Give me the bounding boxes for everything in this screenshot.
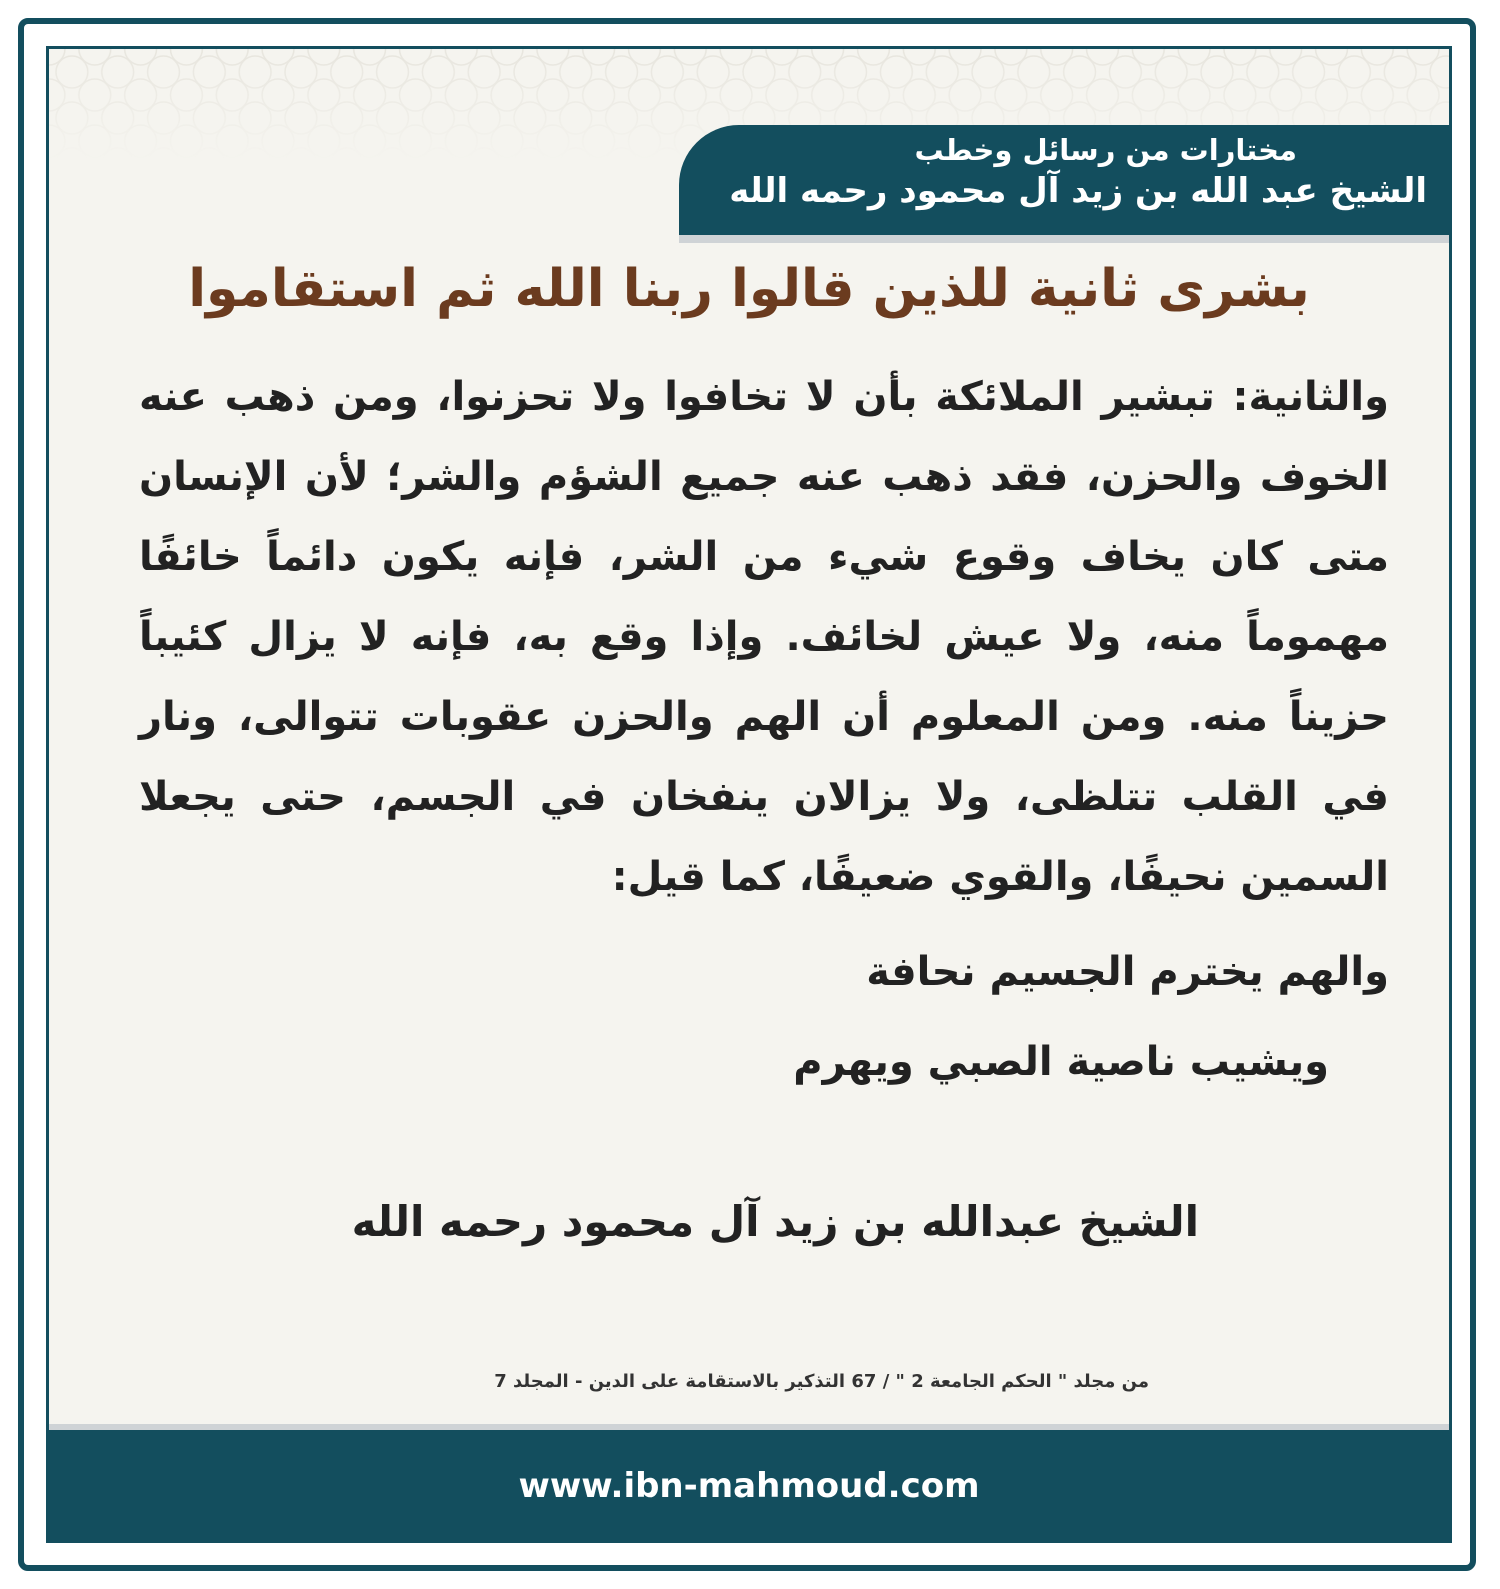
verse-line-2: ويشيب ناصية الصبي ويهرم [793, 1039, 1329, 1085]
footer-bar [49, 1430, 1449, 1543]
verse-line-1: والهم يخترم الجسيم نحافة [866, 949, 1389, 995]
author-signature: الشيخ عبدالله بن زيد آل محمود رحمه الله [351, 1197, 1199, 1246]
card [46, 46, 1452, 1543]
page-title: بشرى ثانية للذين قالوا ربنا الله ثم استقاموا [188, 259, 1310, 319]
body-paragraph: والثانية: تبشير الملائكة بأن لا تخافوا ولا تحزنوا، ومن ذهب عنه الخوف والحزن، فقد ذهب عنه جميع الشؤم والشر؛ لأن الإنسان متى كان يخاف وقوع شيء من الشر، فإنه يكون دائماً خائفًا مهموماً منه، ولا عيش لخائف. وإذا وقع به، فإنه لا يزال كئيباً حزيناً منه. ومن المعلوم أن الهم والحزن عقوبات تتوالى، ونار في القلب تتلظى، ولا يزالان ينفخان في الجسم، حتى يجعلا السمين نحيفًا، والقوي ضعيفًا، كما قيل: [139, 374, 1389, 900]
header-author: الشيخ عبد الله بن زيد آل محمود رحمه الله [729, 171, 1427, 211]
header-band [679, 125, 1449, 235]
outer-frame [18, 18, 1476, 1571]
header-series-title: مختارات من رسائل وخطب [914, 133, 1297, 167]
website-link[interactable]: www.ibn-mahmoud.com [518, 1466, 980, 1506]
source-citation: من مجلد " الحكم الجامعة 2 " / 67 التذكير بالاستقامة على الدين - المجلد 7 [494, 1371, 1149, 1392]
